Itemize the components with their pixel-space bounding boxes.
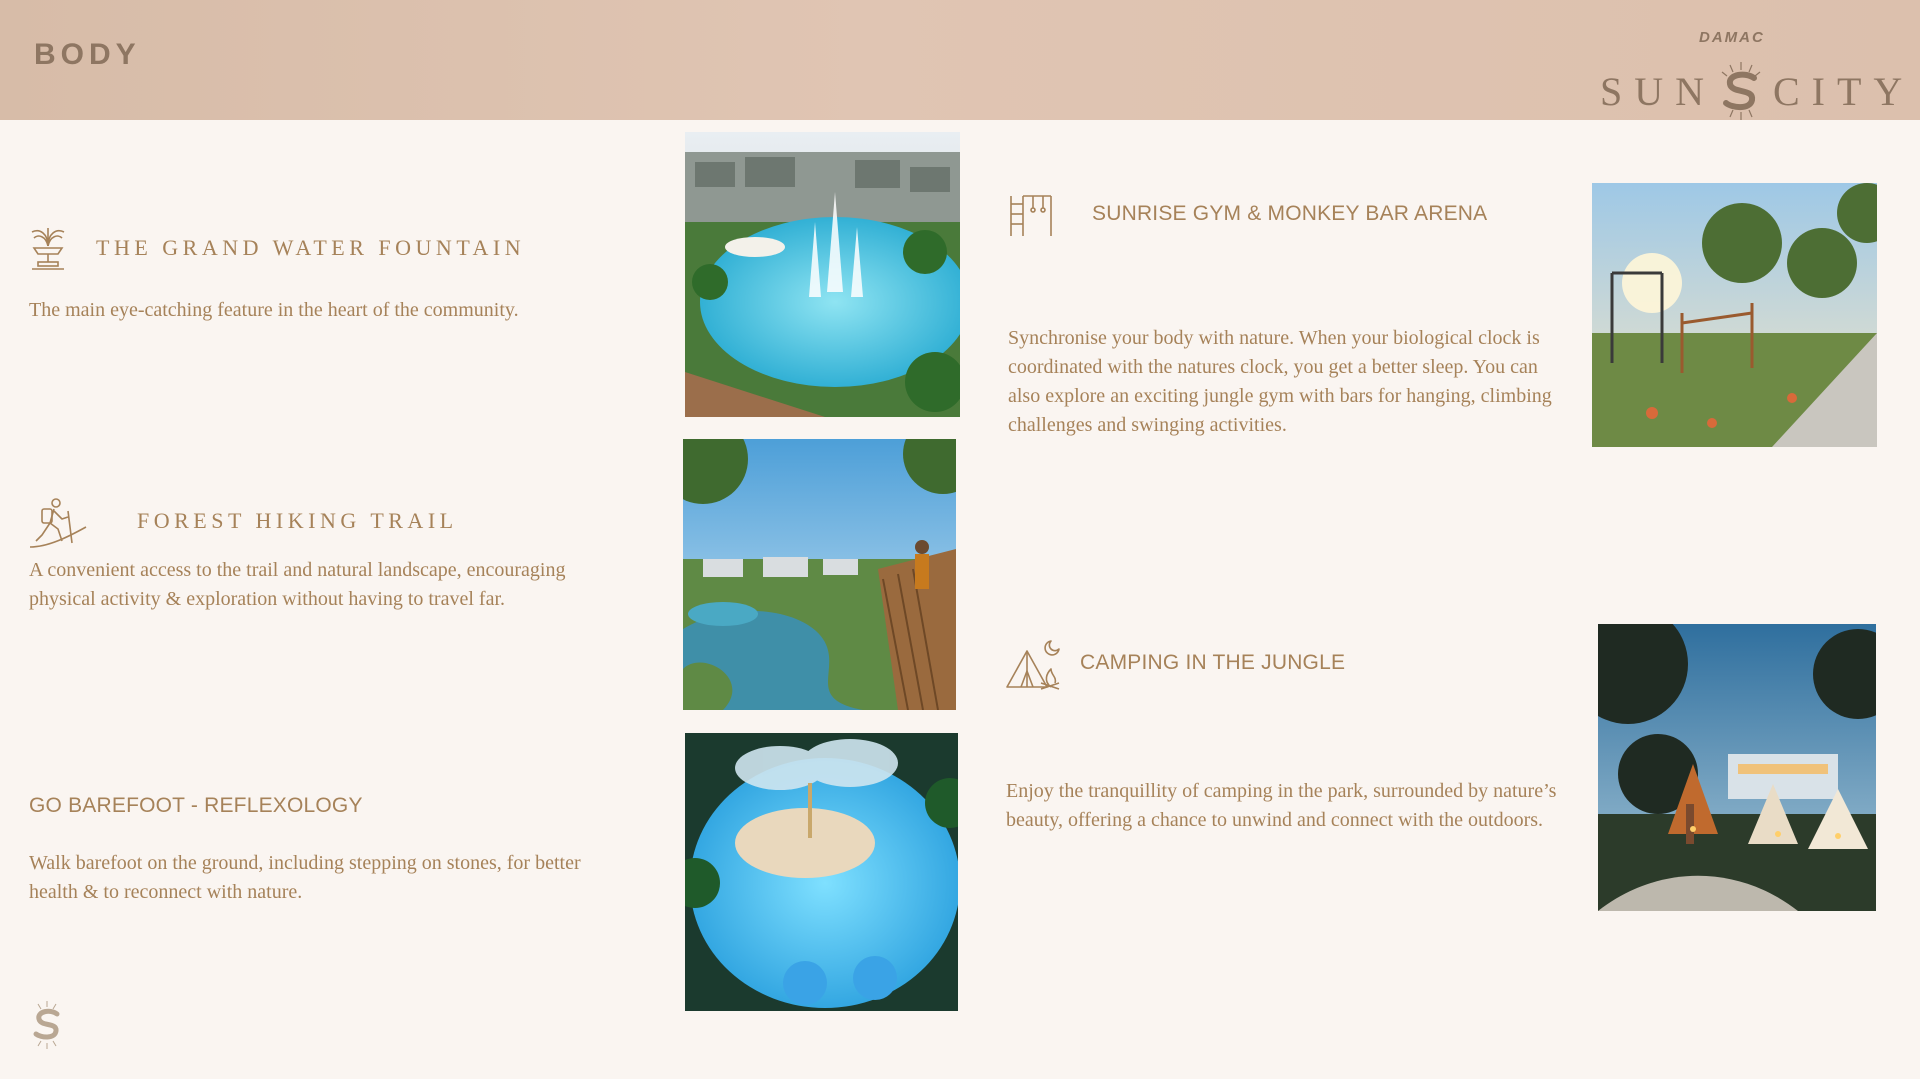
fountain-title: THE GRAND WATER FOUNTAIN xyxy=(96,235,526,260)
jungle-camping-photo xyxy=(1598,624,1876,911)
sun-city-s-logo-icon xyxy=(1716,60,1766,122)
gym-title: SUNRISE GYM & MONKEY BAR ARENA xyxy=(1092,202,1488,225)
barefoot-description: Walk barefoot on the ground, including stepping on stones, for better health & to reconnect with nature. xyxy=(29,852,581,903)
hiker-icon xyxy=(28,497,88,549)
monkey-bars-icon xyxy=(1007,192,1055,238)
page-title: BODY xyxy=(34,38,141,71)
header-banner xyxy=(0,0,1920,120)
camping-title: CAMPING IN THE JUNGLE xyxy=(1080,651,1346,674)
camping-description: Enjoy the tranquillity of camping in the park, surrounded by nature’s beauty, offering a chance to unwind and connect with the outdoors. xyxy=(1006,780,1557,831)
hiking-description: A convenient access to the trail and natural landscape, encouraging physical activity & exploration without having to travel far. xyxy=(29,559,566,610)
sun-city-footer-logo-icon xyxy=(28,1000,66,1050)
barefoot-title: GO BAREFOOT - REFLEXOLOGY xyxy=(29,794,363,817)
brand-name-left: SUN xyxy=(1600,69,1717,114)
damac-logo-text: DAMAC xyxy=(1699,29,1765,46)
reflexology-pool-photo xyxy=(685,733,958,1011)
fountain-icon xyxy=(28,224,68,272)
tent-moon-campfire-icon xyxy=(1005,637,1061,691)
forest-trail-photo xyxy=(683,439,956,710)
hiking-title: FOREST HIKING TRAIL xyxy=(137,508,458,533)
fountain-description: The main eye-catching feature in the heart of the community. xyxy=(29,299,519,321)
outdoor-gym-photo xyxy=(1592,183,1877,447)
grand-water-fountain-photo xyxy=(685,132,960,417)
brand-name-right: CITY xyxy=(1773,69,1915,114)
gym-description: Synchronise your body with nature. When your biological clock is coordinated with the natures clock, you get a better sleep. You can also explore an exciting jungle gym with bars for hanging, climbing challenges and swinging activities. xyxy=(1008,327,1552,436)
